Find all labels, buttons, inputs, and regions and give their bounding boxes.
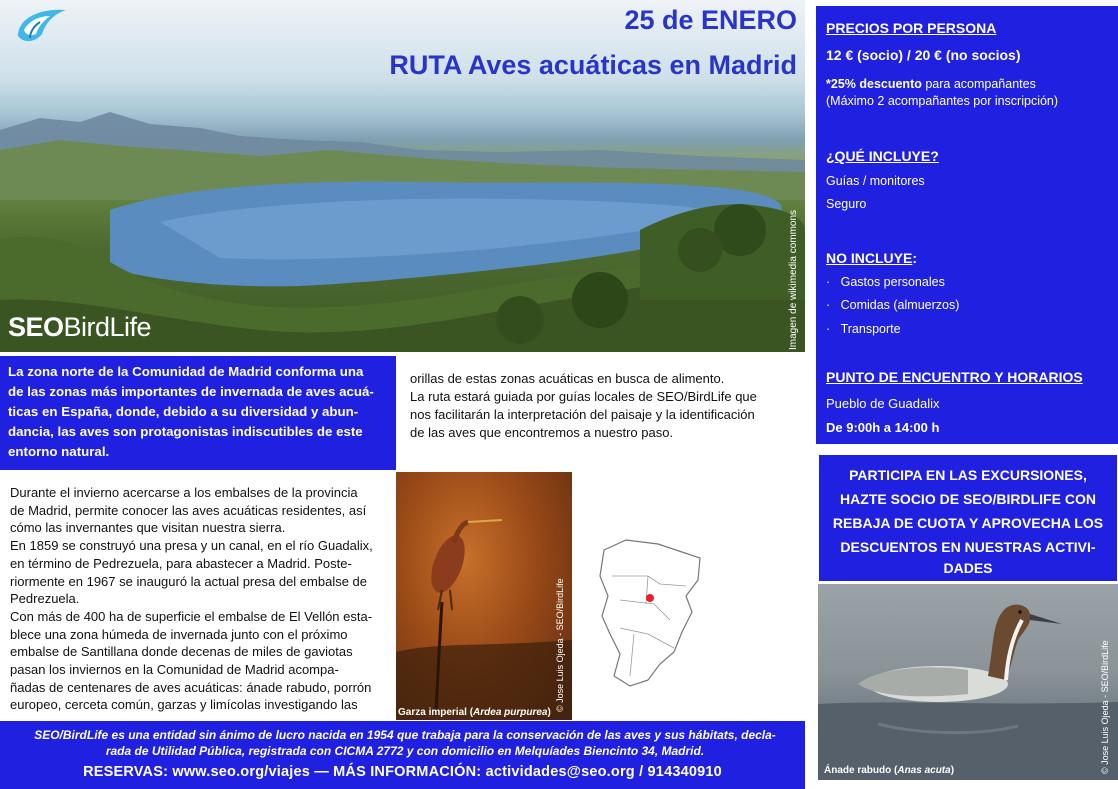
duck-caption <box>824 765 954 776</box>
org-line: SEO/BirdLife es una entidad sin ánimo de lucro nacida en 1954 que trabaja para la conservación de las aves y sus hábitats, decla- <box>34 728 776 742</box>
body-line: En 1859 se construyó una presa y un canal, en el río Guadalix, <box>10 538 373 554</box>
organization-statement <box>20 727 790 759</box>
hero-landscape-photo <box>0 0 805 352</box>
duck-caption-text: Ánade rabudo ( <box>824 765 898 776</box>
heron-credit <box>554 532 568 712</box>
route-line: orillas de estas zonas acuáticas en busca de alimento. <box>410 371 725 386</box>
duck-caption-end: ) <box>950 765 955 776</box>
event-date: 25 de ENERO <box>624 5 797 35</box>
heron-caption <box>398 707 551 718</box>
includes-item: Guías / monitores <box>826 174 925 188</box>
heron-species: Ardea purpurea <box>473 707 548 718</box>
excludes-heading <box>826 250 917 266</box>
intro-line: La zona norte de la Comunidad de Madrid conforma una <box>8 364 364 379</box>
excludes-item: · Transporte <box>826 322 901 336</box>
promo-line: PARTICIPA EN LAS EXCURSIONES, <box>849 467 1087 483</box>
excludes-item: · Comidas (almuerzos) <box>826 298 960 312</box>
intro-line: entorno natural. <box>8 444 110 459</box>
route-line: de las aves que encontremos a nuestro paso. <box>410 425 674 440</box>
body-line: cómo las invernantes que visitan nuestra sierra. <box>10 520 286 536</box>
includes-item: Seguro <box>826 197 867 211</box>
body-line: Pedrezuela. <box>10 591 80 607</box>
prices-heading: PRECIOS POR PERSONA <box>826 20 997 36</box>
org-line: rada de Utilidad Pública, registrada con CICMA 2772 y con domicilio en Melquíades Biencinto 34, Madrid. <box>105 744 705 758</box>
logo-text-birdlife: BirdLife <box>63 312 152 342</box>
duck-illustration <box>818 584 1118 780</box>
promo-line: DADES <box>943 560 993 576</box>
logo-wordmark <box>8 312 151 343</box>
promo-line: DESCUENTOS EN NUESTRAS ACTIVI- <box>840 539 1096 555</box>
intro-band <box>0 356 396 470</box>
heron-credit-text: © Jose Luis Ojeda - SEO/BirdLife <box>555 578 565 712</box>
duck-species: Anas acuta <box>897 765 951 776</box>
heron-illustration <box>396 472 572 720</box>
event-title: RUTA Aves acuáticas en Madrid <box>389 50 797 80</box>
includes-heading: ¿QUÉ INCLUYE? <box>826 148 939 164</box>
body-line: pasan los inviernos en la Comunidad de Madrid acompa- <box>10 662 339 678</box>
intro-line: ticas en España, donde, debido a su diversidad y abun- <box>8 404 359 419</box>
route-line: nos facilitarán la interpretación del paisaje y la identificación <box>410 407 755 422</box>
discount-line <box>826 77 1036 91</box>
body-text <box>10 484 390 714</box>
excludes-item-label: Gastos personales <box>840 275 945 289</box>
excludes-item-label: Comidas (almuerzos) <box>840 298 960 312</box>
discount-rest: para acompañantes <box>921 77 1036 91</box>
heron-caption-text: Garza imperial ( <box>398 707 474 718</box>
body-line: europeo, cerceta común, garzas y limícolas investigando las <box>10 697 358 713</box>
excludes-heading-text: NO INCLUYE <box>826 250 913 266</box>
promo-line: REBAJA DE CUOTA Y APROVECHA LOS <box>832 515 1104 531</box>
discount-note: (Máximo 2 acompañantes por inscripción) <box>826 94 1059 108</box>
body-line: Durante el invierno acercarse a los embalses de la provincia <box>10 485 358 500</box>
meeting-heading: PUNTO DE ENCUENTRO Y HORARIOS <box>826 369 1083 385</box>
body-line: ñadas de centenares de aves acuáticas: ánade rabudo, porrón <box>10 679 372 695</box>
footer-band <box>0 721 805 789</box>
body-line: blece una zona húmeda de invernada junto con el próximo <box>10 626 348 642</box>
heron-caption-end: ) <box>547 707 551 718</box>
duck-photo <box>818 584 1118 780</box>
logo-text-seo: SEO <box>8 312 64 342</box>
excludes-item: · Gastos personales <box>826 275 945 289</box>
photo-credit <box>786 210 802 350</box>
intro-line: de las zonas más importantes de invernada de aves acuá- <box>8 384 374 399</box>
duck-credit-text: © Jose Luis Ojeda - SEO/BirdLife <box>1100 640 1110 774</box>
excludes-colon: : <box>912 250 918 266</box>
promo-line: HAZTE SOCIO DE SEO/BIRDLIFE CON <box>840 491 1096 507</box>
spain-map-icon <box>590 530 710 700</box>
body-line: Con más de 400 ha de superficie el embalse de El Vellón esta- <box>10 608 373 624</box>
membership-promo <box>818 454 1118 582</box>
intro-line: dancia, las aves son protagonistas indiscutibles de este <box>8 424 363 439</box>
discount-bold: *25% descuento <box>826 77 922 91</box>
body-line: en término de Pedrezuela, para abastecer a Madrid. Poste- <box>10 555 352 571</box>
photo-credit-text: Imagen de wikimedia commons <box>788 209 799 350</box>
body-line: riormente en 1967 se inauguró la actual presa del embalse de <box>10 573 368 589</box>
heron-photo <box>396 472 572 720</box>
meeting-place: Pueblo de Guadalix <box>826 396 940 411</box>
seo-birdlife-logo-icon <box>0 0 80 48</box>
meeting-time: De 9:00h a 14:00 h <box>826 420 940 435</box>
reservations-contact: RESERVAS: www.seo.org/viajes — MÁS INFORMACIÓN: actividades@seo.org / 914340910 <box>83 764 722 780</box>
body-line: embalse de Santillana donde decenas de miles de gaviotas <box>10 644 353 660</box>
body-line: de Madrid, permite conocer las aves acuáticas residentes, así <box>10 502 367 518</box>
info-side-panel <box>816 6 1118 444</box>
route-line: La ruta estará guiada por guías locales de SEO/BirdLife que <box>410 389 757 404</box>
price-amount: 12 € (socio) / 20 € (no socios) <box>826 47 1021 63</box>
route-description <box>410 370 790 442</box>
madrid-location-dot <box>646 594 654 602</box>
excludes-item-label: Transporte <box>840 322 901 336</box>
duck-credit <box>1099 604 1113 774</box>
